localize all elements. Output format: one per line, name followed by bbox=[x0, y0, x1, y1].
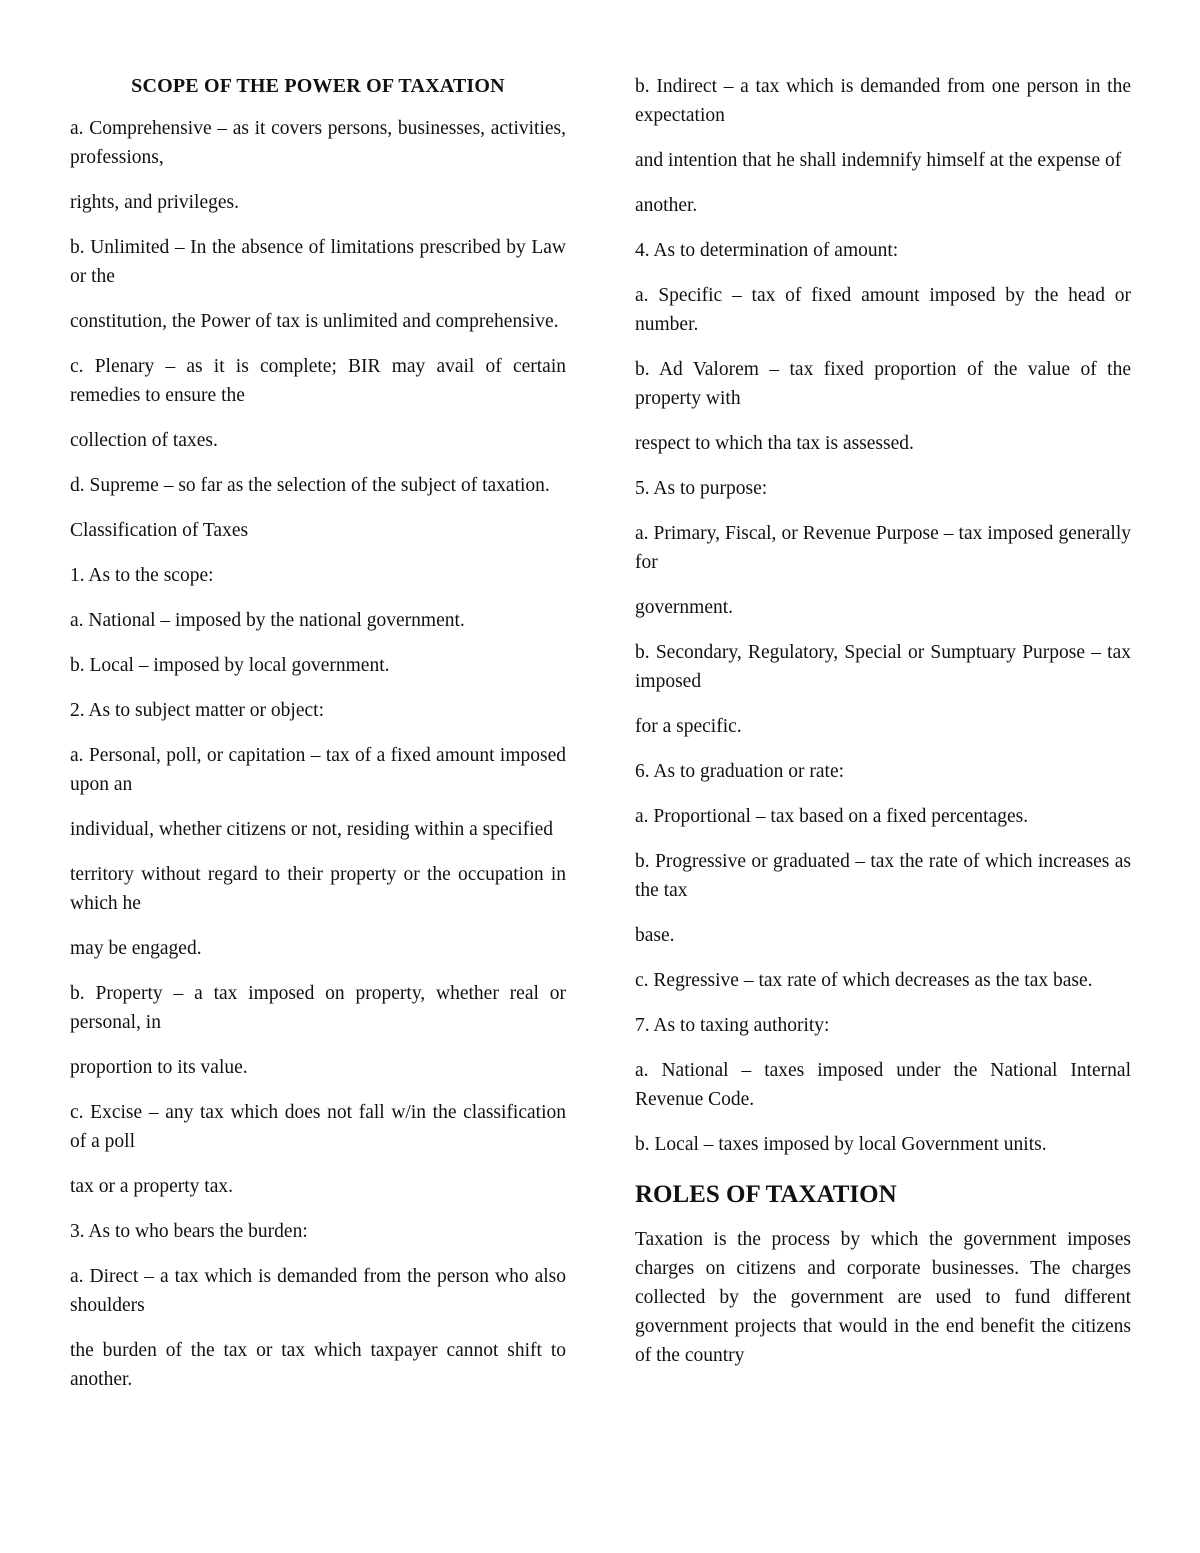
paragraph: 4. As to determination of amount: bbox=[635, 240, 899, 261]
right-column bbox=[635, 72, 1131, 1386]
paragraph: b. Secondary, Regulatory, Special or Sumptuary Purpose – tax imposed bbox=[635, 642, 1131, 692]
paragraph: 3. As to who bears the burden: bbox=[70, 1221, 308, 1242]
paragraph: b. Indirect – a tax which is demanded from one person in the expectation bbox=[635, 76, 1131, 126]
paragraph: territory without regard to their property or the occupation in which he bbox=[70, 864, 566, 914]
subheading-classification: Classification of Taxes bbox=[70, 520, 249, 541]
paragraph: c. Excise – any tax which does not fall w/in the classification of a poll bbox=[70, 1102, 566, 1152]
paragraph: the burden of the tax or tax which taxpayer cannot shift to another. bbox=[70, 1340, 566, 1390]
paragraph: proportion to its value. bbox=[70, 1057, 248, 1078]
paragraph: 1. As to the scope: bbox=[70, 565, 214, 586]
paragraph: a. National – imposed by the national government. bbox=[70, 610, 465, 631]
paragraph: government. bbox=[635, 597, 734, 618]
paragraph: c. Plenary – as it is complete; BIR may avail of certain remedies to ensure the bbox=[70, 356, 566, 406]
paragraph: a. Proportional – tax based on a fixed percentages. bbox=[635, 806, 1029, 827]
paragraph: and intention that he shall indemnify himself at the expense of bbox=[635, 150, 1122, 171]
paragraph: 2. As to subject matter or object: bbox=[70, 700, 324, 721]
paragraph: a. Comprehensive – as it covers persons, businesses, activities, professions, bbox=[70, 118, 566, 168]
paragraph: b. Ad Valorem – tax fixed proportion of the value of the property with bbox=[635, 359, 1131, 409]
paragraph: a. Personal, poll, or capitation – tax of a fixed amount imposed upon an bbox=[70, 745, 566, 795]
paragraph: another. bbox=[635, 195, 698, 216]
paragraph: d. Supreme – so far as the selection of the subject of taxation. bbox=[70, 475, 550, 496]
paragraph: b. Unlimited – In the absence of limitations prescribed by Law or the bbox=[70, 237, 566, 287]
paragraph: a. Direct – a tax which is demanded from the person who also shoulders bbox=[70, 1266, 566, 1316]
paragraph: respect to which tha tax is assessed. bbox=[635, 433, 914, 454]
paragraph: 6. As to graduation or rate: bbox=[635, 761, 845, 782]
paragraph: constitution, the Power of tax is unlimited and comprehensive. bbox=[70, 311, 559, 332]
paragraph: a. Primary, Fiscal, or Revenue Purpose – tax imposed generally for bbox=[635, 523, 1131, 573]
paragraph: 7. As to taxing authority: bbox=[635, 1015, 830, 1036]
paragraph: b. Property – a tax imposed on property, whether real or personal, in bbox=[70, 983, 566, 1033]
paragraph: base. bbox=[635, 925, 675, 946]
paragraph: b. Progressive or graduated – tax the rate of which increases as the tax bbox=[635, 851, 1131, 901]
roles-paragraph: Taxation is the process by which the government imposes charges on citizens and corporate businesses. The charges collected by the government are used to fund different government projects that would in the end benefit the citizens of the country bbox=[635, 1229, 1131, 1366]
paragraph: tax or a property tax. bbox=[70, 1176, 233, 1197]
paragraph: collection of taxes. bbox=[70, 430, 218, 451]
paragraph: a. National – taxes imposed under the National Internal Revenue Code. bbox=[635, 1060, 1131, 1110]
paragraph: b. Local – imposed by local government. bbox=[70, 655, 390, 676]
paragraph: a. Specific – tax of fixed amount imposed by the head or number. bbox=[635, 285, 1131, 335]
paragraph: for a specific. bbox=[635, 716, 742, 737]
left-column bbox=[70, 72, 566, 1410]
section-heading-scope: SCOPE OF THE POWER OF TAXATION bbox=[131, 75, 505, 97]
paragraph: rights, and privileges. bbox=[70, 192, 239, 213]
paragraph: individual, whether citizens or not, residing within a specified bbox=[70, 819, 554, 840]
paragraph: 5. As to purpose: bbox=[635, 478, 768, 499]
paragraph: b. Local – taxes imposed by local Government units. bbox=[635, 1134, 1047, 1155]
paragraph: may be engaged. bbox=[70, 938, 202, 959]
section-heading-roles: ROLES OF TAXATION bbox=[635, 1181, 897, 1208]
paragraph: c. Regressive – tax rate of which decreases as the tax base. bbox=[635, 970, 1093, 991]
